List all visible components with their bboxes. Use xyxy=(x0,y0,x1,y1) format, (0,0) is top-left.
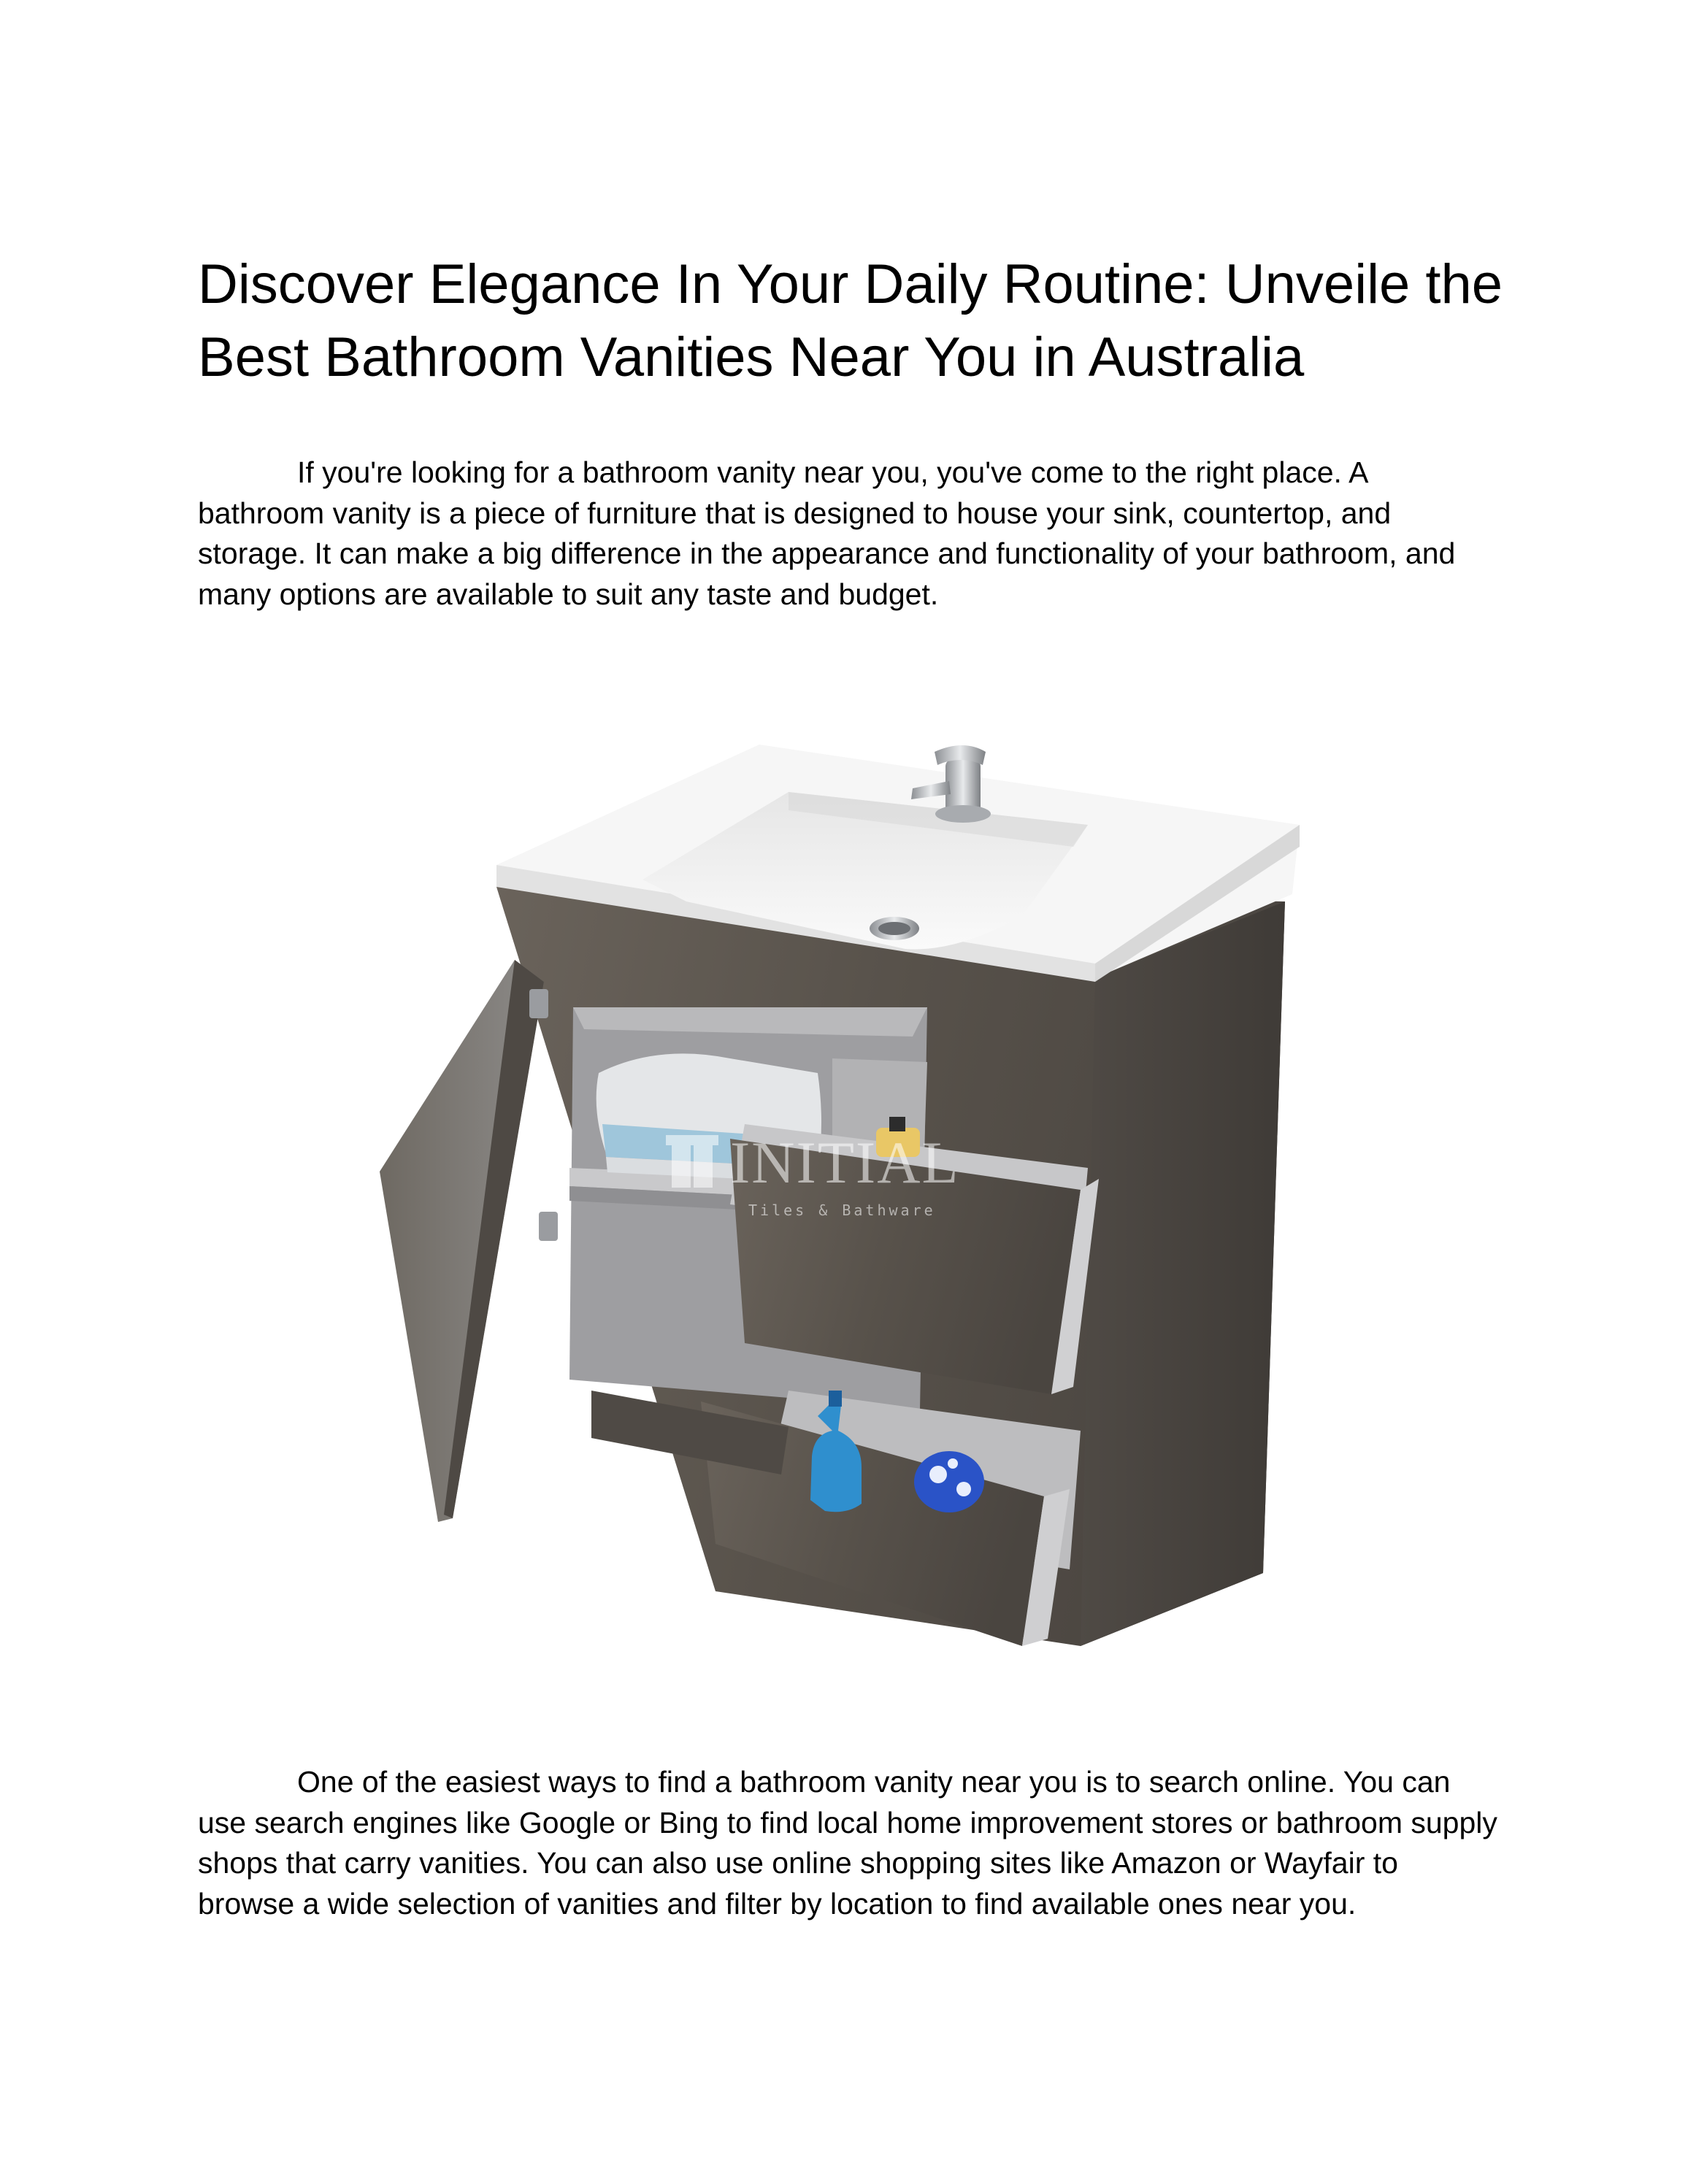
search-online-paragraph: One of the easiest ways to find a bathroom vanity near you is to search online. You can use search engines like Google or Bing to find local home improvement stores or bathroom supply shops that carry vanities. You can also use online shopping sites like Amazon or Wayfair to browse a wide selection of vanities and filter by location to find available ones near you. xyxy=(198,1765,1497,1920)
watermark-tagline: Tiles & Bathware xyxy=(748,1201,936,1219)
watermark-brand: INITIAL xyxy=(730,1129,960,1196)
open-cabinet-door xyxy=(380,960,558,1522)
intro-paragraph: If you're looking for a bathroom vanity near you, you've come to the right place. A bathroom vanity is a piece of furniture that is designed to house your sink, countertop, and storage. It can make a big difference in the appearance and functionality of your bathroom, and many options are available to suit any taste and budget. xyxy=(198,455,1456,611)
vanity-product-image xyxy=(350,730,1373,1708)
document-title: Discover Elegance In Your Daily Routine: Unveile the Best Bathroom Vanities Near You in Australia xyxy=(198,253,1503,388)
